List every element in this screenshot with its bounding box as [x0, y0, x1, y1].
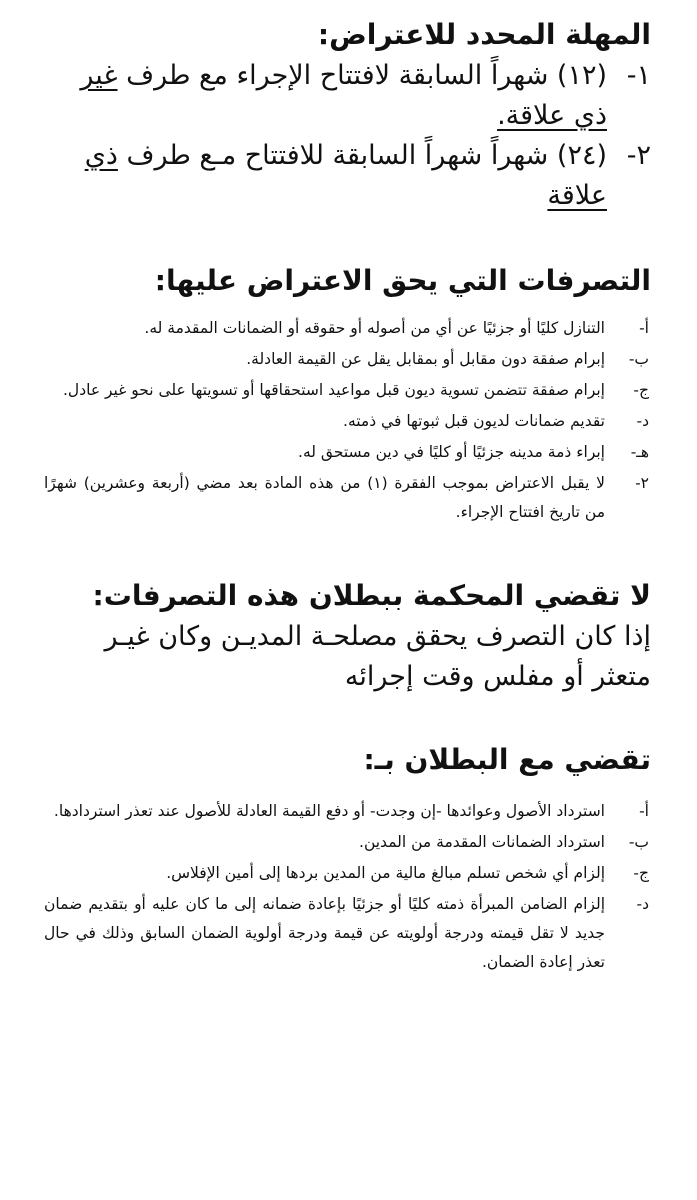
item-marker: هـ-: [630, 443, 649, 461]
item-marker: د-: [636, 412, 649, 430]
item-marker: ب-: [628, 833, 649, 851]
item-text: لا يقبل الاعتراض بموجب الفقرة (١) من هذه المادة بعد مضي (أربعة وعشرين) شهرًا من تاريخ افتتاح الإجراء.: [44, 474, 606, 521]
item-marker: ب-: [628, 350, 649, 368]
item-text: [44, 56, 607, 136]
section-title: لا تقضي المحكمة ببطلان هذه التصرفات:: [92, 579, 651, 612]
list-item: [44, 438, 651, 467]
item-number: ١-: [626, 60, 651, 91]
item-text: استرداد الأصول وعوائدها -إن وجدت- أو دفع القيمة العادلة للأصول عند تعذر استردادها.: [53, 802, 605, 820]
item-text: التنازل كليًا أو جزئيًا عن أي من أصوله أو حقوقه أو الضمانات المقدمة له.: [144, 319, 605, 337]
list-item: [44, 828, 651, 857]
section-title: تقضي مع البطلان بـ:: [363, 743, 651, 776]
item-text-plain: (١٢) شهراً السابقة لافتتاح الإجراء مع طرف: [117, 60, 607, 91]
item-text-underlined: غير ذي علاقة.: [80, 60, 607, 131]
annulment-effects-section: [44, 739, 651, 977]
item-text-plain: (٢٤) شهراً شهراً السابقة للافتتاح مـع طرف: [117, 140, 607, 171]
item-text: استرداد الضمانات المقدمة من المدين.: [359, 833, 605, 851]
item-text-underlined: ذي علاقة: [84, 140, 607, 211]
section-body: إذا كان التصرف يحقق مصلحـة المديـن وكان غيـر متعثر أو مفلس وقت إجرائه: [104, 621, 651, 692]
list-item: [44, 469, 651, 527]
item-number: ٢-: [626, 140, 651, 171]
item-text: إلزام الضامن المبرأة ذمته كليًا أو جزئيًا بإعادة ضمانه إلى ما كان عليه أو بتقديم ضمان جديد لا تقل قيمته ودرجة أولويته عن قيمة ودرجة أولوية الضمان السابق وذلك في حال تعذر إعادة الضمان.: [44, 895, 605, 971]
item-marker: د-: [636, 895, 649, 913]
objection-deadline-section: [44, 14, 651, 216]
objectionable-actions-section: [44, 260, 651, 527]
list-item: [44, 345, 651, 374]
list-item: [44, 56, 651, 136]
list-item: [44, 376, 651, 405]
list-item: [44, 136, 651, 216]
item-text: إبرام صفقة تتضمن تسوية ديون قبل مواعيد استحقاقها أو تسويتها على نحو غير عادل.: [63, 381, 605, 399]
list-item: [44, 890, 651, 977]
list-item: [44, 797, 651, 826]
list-item: [44, 407, 651, 436]
item-text: إبراء ذمة مدينه جزئيًا أو كليًا في دين مستحق له.: [298, 443, 605, 461]
actions-list: [44, 314, 651, 527]
list-item: [44, 314, 651, 343]
item-marker: ٢-: [635, 474, 649, 492]
item-text: تقديم ضمانات لديون قبل ثبوتها في ذمته.: [343, 412, 605, 430]
section-title: التصرفات التي يحق الاعتراض عليها:: [154, 264, 651, 297]
effects-list: [44, 797, 651, 977]
item-marker: ج-: [633, 381, 649, 399]
list-item: [44, 859, 651, 888]
no-annulment-section: [44, 575, 651, 697]
item-marker: أ-: [639, 802, 649, 820]
item-text: إبرام صفقة دون مقابل أو بمقابل يقل عن القيمة العادلة.: [246, 350, 605, 368]
item-marker: ج-: [633, 864, 649, 882]
item-text: [44, 136, 607, 216]
item-marker: أ-: [639, 319, 649, 337]
section-title: المهلة المحدد للاعتراض:: [317, 18, 651, 51]
item-text: إلزام أي شخص تسلم مبالغ مالية من المدين بردها إلى أمين الإفلاس.: [166, 864, 605, 882]
